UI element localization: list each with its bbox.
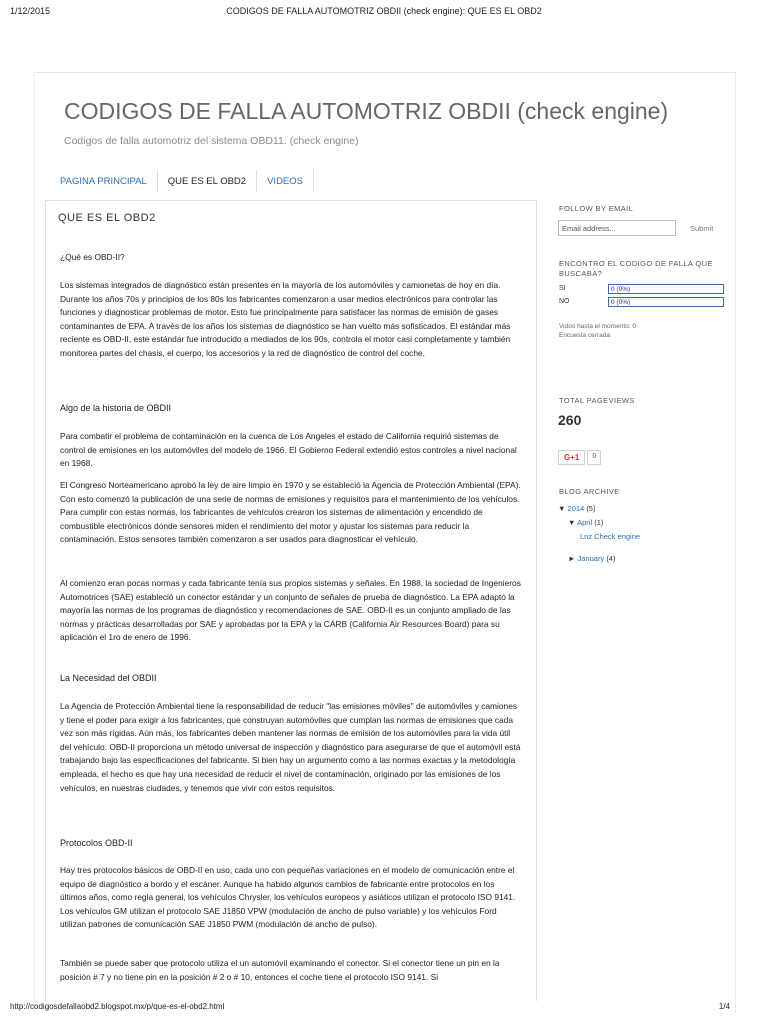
blog-title[interactable]: CODIGOS DE FALLA AUTOMOTRIZ OBDII (check engine) <box>64 98 669 124</box>
print-footer <box>10 1002 758 1016</box>
expand-toggle-icon[interactable]: ► <box>568 554 576 563</box>
archive-month-count: (1) <box>594 518 604 527</box>
paragraph-protocols-2: También se puede saber que protocolo utiliza el un automóvil examinando el conector. Si el conector tiene un pin en la posición # 7 y no tiene pin en la posición # 2 o # 10, entonces el coche tiene el protocolo ISO 9141. Si <box>60 958 500 982</box>
blog-archive-label: BLOG ARCHIVE <box>559 487 620 496</box>
paragraph-protocols-1: Hay tres protocolos básicos de OBD-II en uso, cada uno con pequeñas variaciones en el modelo de comunicación entre el equipo de diagnóstico a bordo y el escáner. Aunque ha habido algunos cambios de fabricante entre protocolos en los últimos años, como regla general, los vehículos Chrysler, los vehículos europeos y asiáticos utilizan el protocolo ISO 9141. Los vehículos GM utilizan el protocolo SAE J1850 VPW (modulación de ancho de pulso variable) y los vehículos Ford utilizan patrones de comunicación SAE J1850 PWM (modulación de ancho de pulso). <box>60 865 516 930</box>
paragraph-intro: Los sistemas integrados de diagnóstico están presentes en la mayoría de los automóviles y camionetas de hoy en día. Durante los años 70s y principios de los 80s los fabricantes comenzaron a usar medios electrónicos para controlar las funciones y diagnosticar problemas de motor. Esto fue principalmente para satisfacer las normas de emisión de gases contaminantes de EPA. A través de los años los sistemas de diagnóstico se han vuelto más sofisticados. El estándar más reciente es OBD-II, este estándar fue introducido a mediados de los 90s, controla el motor casi completamente y también monitorea partes del chasis, el cuerpo, los accesorios y la red de diagnóstico de control del coche. <box>60 280 511 358</box>
print-page-number: 1/4 <box>718 1002 730 1011</box>
tab-pagina-principal[interactable]: PAGINA PRINCIPAL <box>50 170 158 192</box>
gplus-count: 0 <box>587 450 601 465</box>
tab-videos[interactable]: VIDEOS <box>257 170 314 192</box>
gplus-button[interactable]: G+1 <box>558 450 585 465</box>
poll-closed-note: Encuesta cerrada <box>559 332 610 339</box>
poll-question: ENCONTRO EL CODIGO DE FALLA QUE BUSCABA? <box>559 259 713 278</box>
pageviews-count: 260 <box>558 412 582 428</box>
print-header <box>10 6 758 20</box>
paragraph-need: La Agencia de Protección Ambiental tiene la responsabilidad de reducir "las emisiones móviles" de automóviles y camiones y tiene el poder para exigir a los fabricantes, que construyan automóviles que cumplan las normas de emisiones que cada vez son más rígidas. Aún más, los fabricantes deben mantener las normas de emisión de los automóviles para la vida útil del vehículo. OBD-II proporciona un método universal de inspección y diagnóstico para asegurarse de que el automóvil está trabajando bajo las especificaciones del fabricante. Si bien hay un argumento como a las normas exactas y la metodología empleada, el hecho es que hay una necesidad de reducir el nivel de contaminación, originado por las emisiones de los vehículos, en nuestras ciudades, y tenemos que vivir con estos requisitos. <box>60 701 521 793</box>
page-tabs <box>50 170 314 192</box>
poll-votes-note: Votos hasta el momento: 0 <box>559 323 636 330</box>
follow-by-email-label: FOLLOW BY EMAIL <box>559 204 634 213</box>
paragraph-history-1: Para combatir el problema de contaminación en la cuenca de Los Angeles el estado de California requirió sistemas de control de emisiones en los automóviles del modelo de 1966. El Gobierno Federal extendió estos controles a nivel nacional en 1968. <box>60 431 517 469</box>
tab-que-es-el-obd2[interactable]: QUE ES EL OBD2 <box>158 170 257 192</box>
archive-year-link[interactable]: 2014 <box>567 504 585 513</box>
archive-month2-count: (4) <box>606 554 616 563</box>
print-url: http://codigosdefallaobd2.blogspot.mx/p/que-es-el-obd2.html <box>10 1002 225 1011</box>
gplus-widget <box>558 450 601 465</box>
collapse-toggle-icon[interactable]: ▼ <box>568 518 576 527</box>
question-heading: ¿Qué es OBD-II? <box>60 252 125 262</box>
archive-month2-row <box>568 554 615 563</box>
poll-option-si: SI <box>559 285 566 292</box>
poll-result-no: 0 (0%) <box>608 297 724 307</box>
section-heading-history: Algo de la historia de OBDII <box>60 403 172 413</box>
email-field[interactable]: Email address... <box>558 220 676 236</box>
archive-year-count: (5) <box>586 504 596 513</box>
post-title: QUE ES EL OBD2 <box>58 212 156 224</box>
print-date: 1/12/2015 <box>10 6 51 16</box>
archive-month2-link[interactable]: January <box>577 554 605 563</box>
archive-month-row <box>568 518 603 527</box>
submit-button[interactable]: Submit <box>690 224 714 233</box>
total-pageviews-label: TOTAL PAGEVIEWS <box>559 396 635 405</box>
archive-month-link[interactable]: April <box>577 518 593 527</box>
section-heading-protocols: Protocolos OBD-II <box>60 838 133 848</box>
paragraph-history-2: El Congreso Norteamericano aprobó la ley de aire limpio en 1970 y se estableció la Agencia de Protección Ambiental (EPA). Con esto comenzó la publicación de una serie de normas de emisiones y requisitos para el mantenimiento de los vehículos. Para cumplir con estas normas, los fabricantes de vehículos crearon los sistemas de alimentación y encendido de combustible electrónicos donde sensores miden el rendimiento del motor y ajustar los sistemas para reducir la contaminación. Estos sensores también comenzaron a ser usados para diagnosticar el vehículo. <box>60 480 521 545</box>
poll-result-si: 0 (0%) <box>608 284 724 294</box>
archive-post-link[interactable]: Lnz Check engine <box>580 532 641 541</box>
print-page-title: CODIGOS DE FALLA AUTOMOTRIZ OBDII (check engine): QUE ES EL OBD2 <box>226 6 542 16</box>
poll-option-no: NO <box>559 298 570 305</box>
archive-year-row <box>558 504 595 513</box>
collapse-toggle-icon[interactable]: ▼ <box>558 504 566 513</box>
section-heading-need: La Necesidad del OBDII <box>60 673 157 683</box>
paragraph-history-3: Al comienzo eran pocas normas y cada fabricante tenía sus propios sistemas y señales. En 1988, la sociedad de Ingenieros Automotrices (SAE) estableció un conector estándar y un conjunto de señales de prueba de diagnóstico. La EPA adaptó la mayoría las normas de los programas de diagnóstico y recomendaciones de SAE. OBD-II es un conjunto ampliado de las normas y prácticas desarrolladas por SAE y aprobadas por la EPA y la CARB (California Air Resources Board) para su aplicación el 1ro de enero de 1996. <box>60 578 521 643</box>
blog-description: Codigos de falla automotriz del sistema OBD11. (check engine) <box>64 135 359 147</box>
